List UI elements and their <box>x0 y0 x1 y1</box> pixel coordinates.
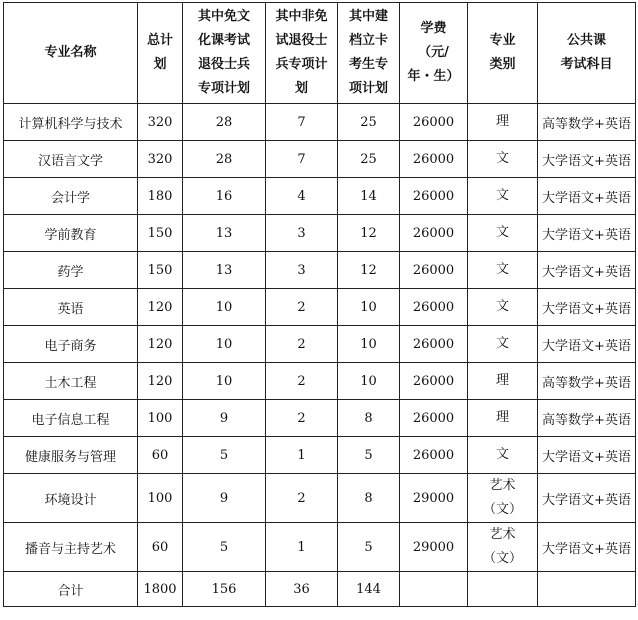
header-exam-subjects: 公共课 考试科目 <box>538 3 636 104</box>
cell-non-exempt: 2 <box>266 400 338 437</box>
cell-registered: 12 <box>338 215 400 252</box>
cell-non-exempt: 2 <box>266 363 338 400</box>
cell-exempt: 9 <box>183 400 266 437</box>
cell-major: 药学 <box>4 252 138 289</box>
cell-major: 环境设计 <box>4 474 138 523</box>
cell-non-exempt: 4 <box>266 178 338 215</box>
cell-category: 文 <box>468 215 538 252</box>
cell-tuition: 26000 <box>400 289 468 326</box>
cell-exempt: 5 <box>183 437 266 474</box>
table-row <box>4 523 636 572</box>
cell-exempt: 13 <box>183 252 266 289</box>
cell-exempt: 10 <box>183 363 266 400</box>
cell-subjects: 大学语文+英语 <box>538 523 636 572</box>
table-row <box>4 289 636 326</box>
cell-total: 180 <box>138 178 183 215</box>
cell-tuition: 29000 <box>400 474 468 523</box>
total-subjects <box>538 572 636 607</box>
cell-total: 120 <box>138 289 183 326</box>
table-row <box>4 141 636 178</box>
cell-tuition: 26000 <box>400 252 468 289</box>
header-total-plan: 总计 划 <box>138 3 183 104</box>
cell-non-exempt: 1 <box>266 523 338 572</box>
total-total: 1800 <box>138 572 183 607</box>
total-category <box>468 572 538 607</box>
cell-non-exempt: 2 <box>266 474 338 523</box>
table-row <box>4 437 636 474</box>
cell-category: 理 <box>468 363 538 400</box>
cell-exempt: 13 <box>183 215 266 252</box>
header-exempt-plan: 其中免文 化课考试 退役士兵 专项计划 <box>183 3 266 104</box>
cell-tuition: 29000 <box>400 523 468 572</box>
table-body <box>4 104 636 607</box>
cell-category: 文 <box>468 437 538 474</box>
cell-exempt: 28 <box>183 104 266 141</box>
cell-registered: 5 <box>338 523 400 572</box>
total-tuition <box>400 572 468 607</box>
cell-registered: 14 <box>338 178 400 215</box>
cell-tuition: 26000 <box>400 437 468 474</box>
table-row <box>4 400 636 437</box>
table-row <box>4 363 636 400</box>
cell-major: 会计学 <box>4 178 138 215</box>
total-registered: 144 <box>338 572 400 607</box>
total-non-exempt: 36 <box>266 572 338 607</box>
table-row <box>4 252 636 289</box>
cell-total: 320 <box>138 104 183 141</box>
cell-subjects: 大学语文+英语 <box>538 252 636 289</box>
cell-tuition: 26000 <box>400 104 468 141</box>
cell-registered: 10 <box>338 363 400 400</box>
header-tuition: 学费 （元/ 年・生） <box>400 3 468 104</box>
cell-registered: 25 <box>338 141 400 178</box>
cell-category: 理 <box>468 104 538 141</box>
header-row <box>4 3 636 104</box>
cell-exempt: 9 <box>183 474 266 523</box>
cell-major: 健康服务与管理 <box>4 437 138 474</box>
cell-total: 60 <box>138 437 183 474</box>
cell-category: 文 <box>468 178 538 215</box>
cell-subjects: 大学语文+英语 <box>538 474 636 523</box>
cell-tuition: 26000 <box>400 326 468 363</box>
enrollment-plan-table <box>3 2 636 607</box>
cell-exempt: 16 <box>183 178 266 215</box>
cell-category: 文 <box>468 289 538 326</box>
header-major: 专业名称 <box>4 3 138 104</box>
cell-major: 土木工程 <box>4 363 138 400</box>
cell-major: 学前教育 <box>4 215 138 252</box>
cell-subjects: 大学语文+英语 <box>538 437 636 474</box>
cell-registered: 10 <box>338 289 400 326</box>
cell-category: 理 <box>468 400 538 437</box>
cell-total: 100 <box>138 400 183 437</box>
cell-non-exempt: 7 <box>266 104 338 141</box>
cell-major: 计算机科学与技术 <box>4 104 138 141</box>
cell-category: 文 <box>468 252 538 289</box>
cell-subjects: 高等数学+英语 <box>538 400 636 437</box>
cell-subjects: 大学语文+英语 <box>538 289 636 326</box>
cell-registered: 25 <box>338 104 400 141</box>
cell-registered: 5 <box>338 437 400 474</box>
cell-subjects: 高等数学+英语 <box>538 104 636 141</box>
cell-non-exempt: 7 <box>266 141 338 178</box>
header-category: 专业 类别 <box>468 3 538 104</box>
cell-major: 播音与主持艺术 <box>4 523 138 572</box>
cell-exempt: 5 <box>183 523 266 572</box>
cell-major: 电子信息工程 <box>4 400 138 437</box>
table-row <box>4 178 636 215</box>
cell-non-exempt: 2 <box>266 326 338 363</box>
cell-registered: 12 <box>338 252 400 289</box>
cell-non-exempt: 3 <box>266 215 338 252</box>
cell-subjects: 高等数学+英语 <box>538 363 636 400</box>
cell-subjects: 大学语文+英语 <box>538 141 636 178</box>
cell-registered: 10 <box>338 326 400 363</box>
cell-category: 文 <box>468 326 538 363</box>
cell-category: 艺术 （文） <box>468 474 538 523</box>
cell-non-exempt: 2 <box>266 289 338 326</box>
table-row <box>4 104 636 141</box>
cell-category: 艺术 （文） <box>468 523 538 572</box>
cell-total: 150 <box>138 252 183 289</box>
cell-subjects: 大学语文+英语 <box>538 215 636 252</box>
cell-tuition: 26000 <box>400 400 468 437</box>
cell-major: 电子商务 <box>4 326 138 363</box>
cell-category: 文 <box>468 141 538 178</box>
cell-non-exempt: 3 <box>266 252 338 289</box>
cell-major: 汉语言文学 <box>4 141 138 178</box>
cell-total: 150 <box>138 215 183 252</box>
cell-exempt: 10 <box>183 289 266 326</box>
cell-registered: 8 <box>338 400 400 437</box>
cell-total: 60 <box>138 523 183 572</box>
cell-tuition: 26000 <box>400 215 468 252</box>
cell-exempt: 10 <box>183 326 266 363</box>
cell-major: 英语 <box>4 289 138 326</box>
cell-subjects: 大学语文+英语 <box>538 326 636 363</box>
cell-total: 100 <box>138 474 183 523</box>
cell-subjects: 大学语文+英语 <box>538 178 636 215</box>
cell-exempt: 28 <box>183 141 266 178</box>
cell-total: 120 <box>138 363 183 400</box>
header-non-exempt-plan: 其中非免 试退役士 兵专项计 划 <box>266 3 338 104</box>
cell-total: 320 <box>138 141 183 178</box>
cell-tuition: 26000 <box>400 178 468 215</box>
total-label: 合计 <box>4 572 138 607</box>
cell-total: 120 <box>138 326 183 363</box>
cell-tuition: 26000 <box>400 141 468 178</box>
table-row <box>4 215 636 252</box>
table-row <box>4 326 636 363</box>
table-row <box>4 474 636 523</box>
header-registered-plan: 其中建 档立卡 考生专 项计划 <box>338 3 400 104</box>
cell-non-exempt: 1 <box>266 437 338 474</box>
cell-tuition: 26000 <box>400 363 468 400</box>
cell-registered: 8 <box>338 474 400 523</box>
total-row <box>4 572 636 607</box>
total-exempt: 156 <box>183 572 266 607</box>
